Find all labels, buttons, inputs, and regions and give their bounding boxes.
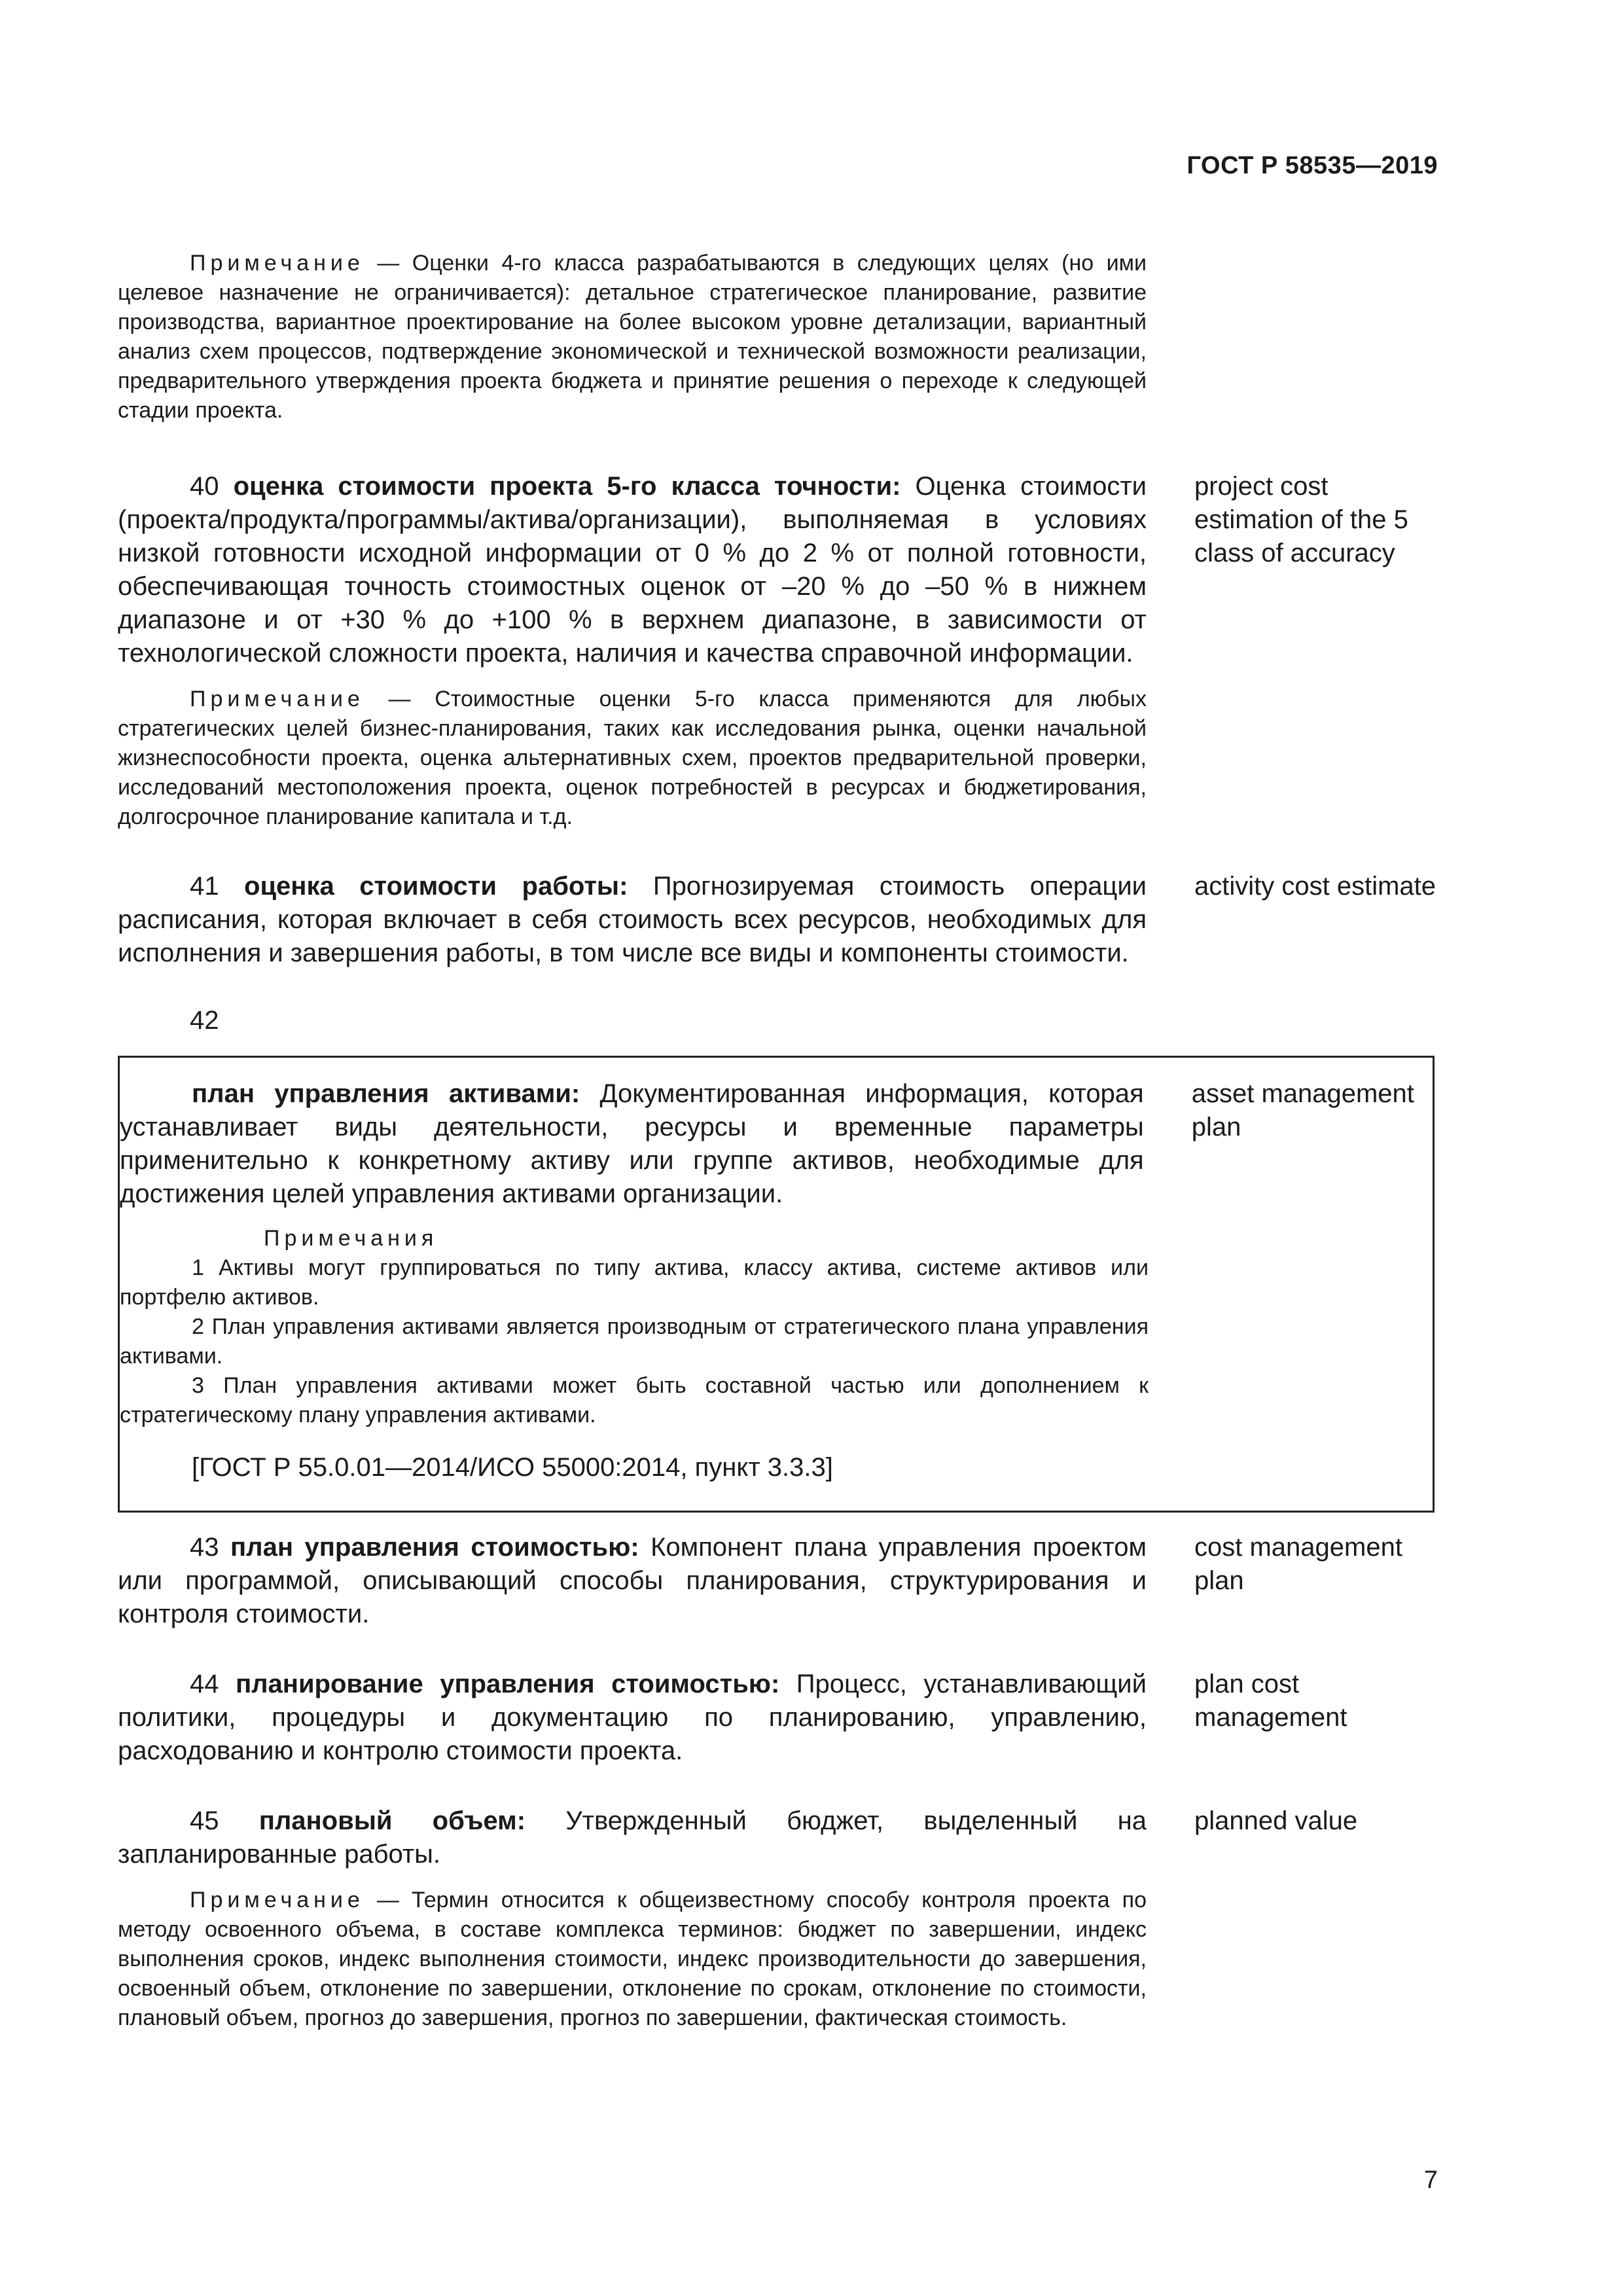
term-english-45: planned value [1194,1806,1358,1835]
term-box-42 [118,1056,1435,1513]
note-40 [118,685,1147,832]
term-definition-40 [118,470,1147,670]
term-number: 44 [190,1670,236,1698]
term-entry-44 [118,1668,1436,1768]
note-text: — Оценки 4-го класса разрабатываются в следующих целях (но ими целевое назначение не ограничивается): детальное стратегическое планирование, развитие производства, вариантное проектирование на более высоком уровне детализации, вариантный анализ схем процессов, подтверждение экономической и технической возможности реализации, предварительного утверждения проекта бюджета и принятие решения о переходе к следующей стадии проекта. [118,251,1147,423]
term-title: оценка стоимости работы: [244,872,628,901]
term-title: планирование управления стоимостью: [235,1670,780,1698]
term-title: плановый объем: [259,1806,526,1835]
term-definition-42 [120,1077,1144,1211]
term-title: оценка стоимости проекта 5-го класса точности: [233,472,901,501]
term-number: 43 [190,1533,230,1562]
term-number-42: 42 [190,1006,219,1035]
term-english-41: activity cost estimate [1194,872,1436,901]
term-number: 41 [190,872,245,901]
term-definition-text: Оценка стоимости (проекта/продукта/программы/актива/организации), выполняемая в условиях низкой готовности исходной информации от 0 % до 2 % от полной готовности, обеспечивающая точность стоимостных оценок от –20 % до –50 % в нижнем диапазоне и от +30 % до +100 % в верхнем диапазоне, в зависимости от технологической сложности проекта, наличия и качества справочной информации. [118,472,1147,668]
term-definition-text: Утвержденный бюджет, выделенный на запланированные работы. [118,1806,1147,1869]
note-label: Примечание [190,251,365,276]
page-number: 7 [1423,2166,1438,2194]
note-label: Примечание [190,1888,365,1912]
note-item: 3 План управления активами может быть составной частью или дополнением к стратегическому плану управления активами. [120,1373,1149,1427]
term-definition-text: Процесс, устанавливающий политики, процедуры и документацию по планированию, управлению, расходованию и контролю стоимости проекта. [118,1670,1147,1765]
term-definition-44 [118,1668,1147,1768]
note-39 [118,249,1147,425]
term-definition-text: Компонент плана управления проектом или программой, описывающий способы планирования, структурирования и контроля стоимости. [118,1533,1147,1628]
term-entry-43 [118,1531,1436,1631]
term-entry-41 [118,870,1436,970]
note-label: Примечание [190,687,365,711]
term-number: 45 [190,1806,259,1835]
note-text: — Стоимостные оценки 5-го класса применяются для любых стратегических целей бизнес-планирования, таких как исследования рынка, оценки начальной жизнеспособности проекта, оценка альтернативных схем, проектов предварительной проверки, исследований местоположения проекта, оценок потребностей в ресурсах и бюджетирования, долгосрочное планирование капитала и т.д. [118,687,1147,829]
note-text: — Термин относится к общеизвестному способу контроля проекта по методу освоенного объема, в составе комплекса терминов: бюджет по завершении, индекс выполнения сроков, индекс выполнения стоимости, индекс производительности до завершения, освоенный объем, отклонение по завершении, отклонение по срокам, отклонение по стоимости, плановый объем, прогноз до завершения, прогноз по завершении, фактическая стоимость. [118,1888,1147,2030]
term-definition-41 [118,870,1147,970]
term-definition-43 [118,1531,1147,1631]
note-item: 1 Активы могут группироваться по типу актива, классу актива, системе активов или портфелю активов. [120,1255,1149,1310]
term-definition-text: Документированная информация, которая устанавливает виды деятельности, ресурсы и временные параметры применительно к конкретному активу или группе активов, необходимые для достижения целей управления активами организации. [120,1079,1144,1208]
source-reference-42: [ГОСТ Р 55.0.01—2014/ИСО 55000:2014, пункт 3.3.3] [192,1453,833,1482]
term-english-42: asset management plan [1191,1079,1414,1141]
term-number: 40 [190,472,234,501]
note-item: 2 План управления активами является производным от стратегического плана управления активами. [120,1314,1149,1369]
term-english-40: project cost estimation of the 5 class of accuracy [1194,472,1408,567]
term-definition-45 [118,1804,1147,1871]
notes-block-42 [120,1224,1149,1430]
term-entry-45 [118,1804,1436,1871]
term-entry-42 [120,1077,1433,1211]
notes-title: Примечания [264,1226,438,1251]
term-title: план управления активами: [192,1079,580,1108]
term-definition-text: Прогнозируемая стоимость операции расписания, которая включает в себя стоимость всех ресурсов, необходимых для исполнения и завершения работы, в том числе все виды и компоненты стоимости. [118,872,1147,967]
note-45 [118,1886,1147,2033]
page-content [118,249,1436,2033]
term-entry-40 [118,470,1436,670]
term-english-44: plan cost management [1194,1670,1347,1732]
term-title: план управления стоимостью: [230,1533,639,1562]
document-code-header: ГОСТ Р 58535—2019 [1186,152,1438,179]
term-english-43: cost management plan [1194,1533,1402,1595]
